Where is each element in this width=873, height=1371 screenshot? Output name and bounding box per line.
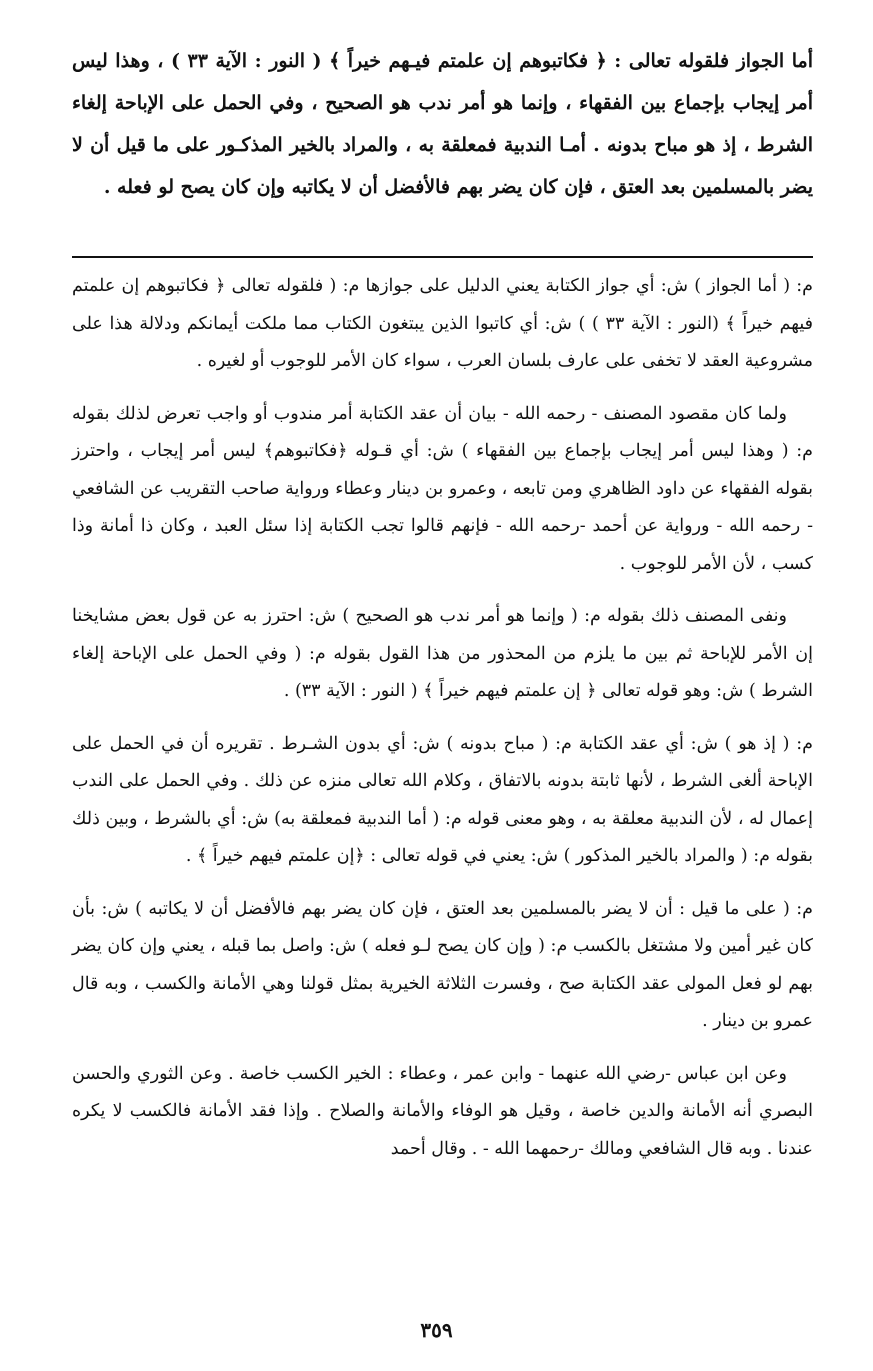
commentary-paragraph: م: ( إذ هو ) ش: أي عقد الكتابة م: ( مباح بدونه ) ش: أي بدون الشـرط . تقريره أن في الحمل على الإباحة ألغى الشرط ، لأنها ثابتة بدونه بالاتفاق ، وكلام الله تعالى منزه عن ذلك . وفي الحمل على الندب إعمال له ، لأن الندبية معلقة به ، وهو معنى قوله م: ( أما الندبية فمعلقة به) ش: أي بالشرط ، وبين ذلك بقوله م: ( والمراد بالخير المذكور ) ش: يعني في قوله تعالى : ﴿إن علمتم فيهم خيراً ﴾ .	[72, 733, 813, 866]
commentary-paragraph: ونفى المصنف ذلك بقوله م: ( وإنما هو أمر ندب هو الصحيح ) ش: احترز به عن قول بعض مشايخنا إن الأمر للإباحة ثم بين ما يلزم من المحذور من هذا القول بقوله م: ( وفي الحمل على الإباحة إلغاء الشرط ) ش: وهو قوله تعالى ﴿ إن علمتم فيهم خيراً ﴾ ( النور : الآية ٣٣) .	[72, 606, 813, 701]
commentary-paragraph: م: ( على ما قيل : أن لا يضر بالمسلمين بعد العتق ، فإن كان يضر بهم فالأفضل أن لا يكاتبه ) ش: بأن كان غير أمين ولا مشتغل بالكسب م: ( وإن كان يصح لـو فعله ) ش: واصل بما قبله ، يعني وإن كان يضر بهم لو فعل المولى عقد الكتابة صح ، وفسرت الثلاثة الخيرية بمثل قولنا وهي الأمانة والكسب ، وبه قال عمرو بن دينار .	[72, 898, 813, 1031]
separator-rule	[72, 256, 813, 258]
page-number: ٣٥٩	[420, 1318, 453, 1342]
commentary-paragraph: وعن ابن عباس -رضي الله عنهما - وابن عمر ، وعطاء : الخير الكسب خاصة . وعن الثوري والحسن البصري أنه الأمانة والدين خاصة ، وقيل هو الوفاء والأمانة والصلاح . وإذا فقد الأمانة فالكسب لا يكره عندنا . وبه قال الشافعي ومالك -رحمهما الله - . وقال أحمد	[72, 1063, 813, 1159]
commentary	[72, 268, 813, 1183]
matn-text: أما الجواز فلقوله تعالى : ﴿ فكاتبوهم إن علمتم فيـهم خيراً ﴾ ( النور : الآية ٣٣ ) ، وهذا ليس أمر إيجاب بإجماع بين الفقهاء ، وإنما هو أمر ندب هو الصحيح ، وفي الحمل على الإباحة إلغاء الشرط ، إذ هو مباح بدونه . أمـا الندبية فمعلقة به ، والمراد بالخير المذكـور على ما قيل أن لا يضر بالمسلمين بعد العتق ، فإن كان يضر بهم فالأفضل أن لا يكاتبه وإن كان يصح لو فعله .	[72, 50, 813, 198]
commentary-paragraph: م: ( أما الجواز ) ش: أي جواز الكتابة يعني الدليل على جوازها م: ( فلقوله تعالى ﴿ فكاتبوهم إن علمتم فيهم خيراً ﴾ (النور : الآية ٣٣ ) ) ش: أي كاتبوا الذين يبتغون الكتاب مما ملكت أيمانكم ودلالة هذا على مشروعية العقد لا تخفى على عارف بلسان العرب ، سواء كان الأمر للوجوب أو لغيره .	[72, 276, 813, 371]
commentary-paragraph: ولما كان مقصود المصنف - رحمه الله - بيان أن عقد الكتابة أمر مندوب أو واجب تعرض لذلك بقوله م: ( وهذا ليس أمر إيجاب بإجماع بين الفقهاء ) ش: أي قـوله ﴿فكاتبوهم﴾ ليس أمر إيجاب ، واحترز بقوله الفقهاء عن داود الظاهري ومن تابعه ، وعمرو بن دينار وعطاء ورواية صاحب التقريب عن الشافعي - رحمه الله - ورواية عن أحمد -رحمه الله - فإنهم قالوا تجب الكتابة إذا سئل العبد ، وكان ذا أمانة وذا كسب ، لأن الأمر للوجوب .	[72, 403, 813, 574]
